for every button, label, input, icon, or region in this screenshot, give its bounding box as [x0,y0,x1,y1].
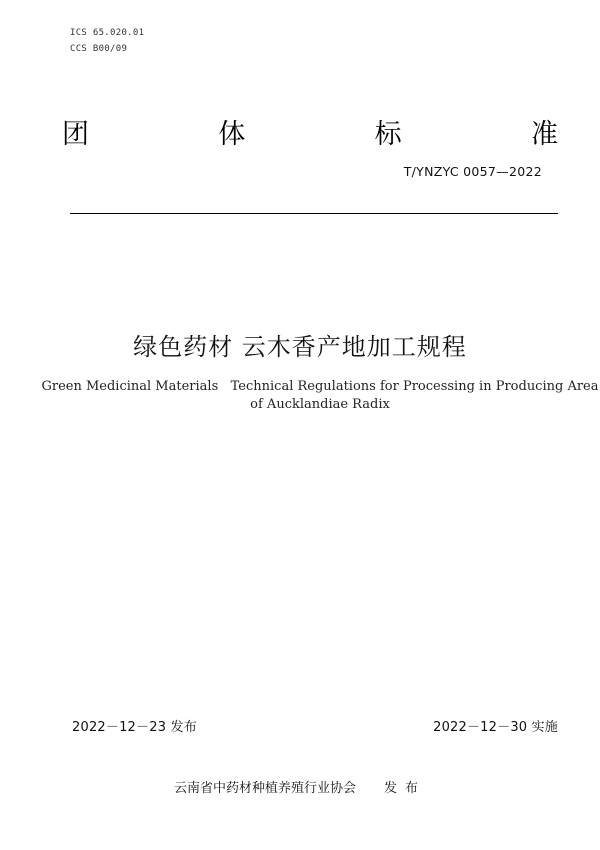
heading-char-3: 标 [374,119,402,150]
implementation-date: 2022－12－30 实施 [433,720,558,735]
title-en-line-2: of Aucklandiae Radix [250,397,390,412]
heading-char-4: 准 [530,119,558,150]
ics-code: ICS 65.020.01 [70,28,145,38]
publisher-name: 云南省中药材种植养殖行业协会 [173,781,356,796]
group-standard-heading [62,112,558,151]
heading-char-2: 体 [218,119,246,150]
standard-number: T/YNZYC 0057—2022 [403,164,542,179]
publisher-line [0,777,600,796]
ccs-code: CCS B00/09 [70,44,128,54]
heading-char-1: 团 [62,119,89,150]
header-divider [70,213,558,214]
title-en-line-1: Green Medicinal Materials Technical Regulations for Processing in Producing Area [41,379,599,394]
document-title-en [40,378,600,414]
issue-date: 2022－12－23 发布 [72,720,197,735]
document-title-zh: 绿色药材 云木香产地加工规程 [133,333,467,361]
publish-action: 发布 [384,781,427,796]
